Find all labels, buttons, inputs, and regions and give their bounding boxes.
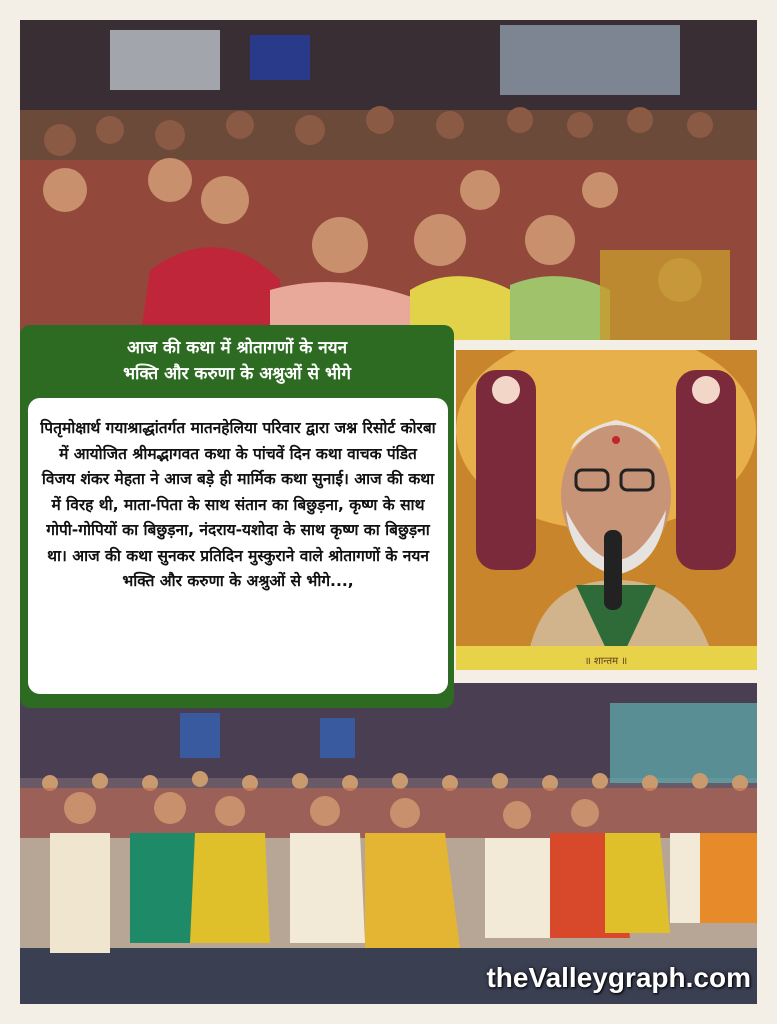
- article-body: पितृमोक्षार्थ गयाश्राद्धांतर्गत मातनहेलिया परिवार द्वारा जश्न रिसोर्ट कोरबा में आयोजित श्रीमद्भागवत कथा के पांचवें दिन कथा वाचक पंडित विजय शंकर मेहता ने आज बड़े ही मार्मिक कथा सुनाई। आज की कथा में विरह थी, माता-पिता के साथ संतान का बिछुड़ना, कृष्ण के साथ गोपी-गोपियों का बिछुड़ना, नंदराय-यशोदा के साथ कृष्ण का बिछुड़ना था। आज की कथा सुनकर प्रतिदिन मुस्कुराने वाले श्रोतागणों के नयन भक्ति और करुणा के अश्रुओं से भीगे...,: [40, 419, 436, 590]
- stage-banner-text: ॥ शान्तम ॥: [584, 656, 628, 667]
- site-watermark: theValleygraph.com: [486, 962, 751, 993]
- headline: [20, 335, 454, 387]
- audience-photo-bottom: [20, 683, 757, 1004]
- audience-photo-top: [20, 20, 757, 340]
- headline-line-1: आज की कथा में श्रोतागणों के नयन: [126, 338, 348, 358]
- headline-line-2: भक्ति और करुणा के अश्रुओं से भीगे: [123, 364, 351, 384]
- speaker-photo: [456, 350, 757, 670]
